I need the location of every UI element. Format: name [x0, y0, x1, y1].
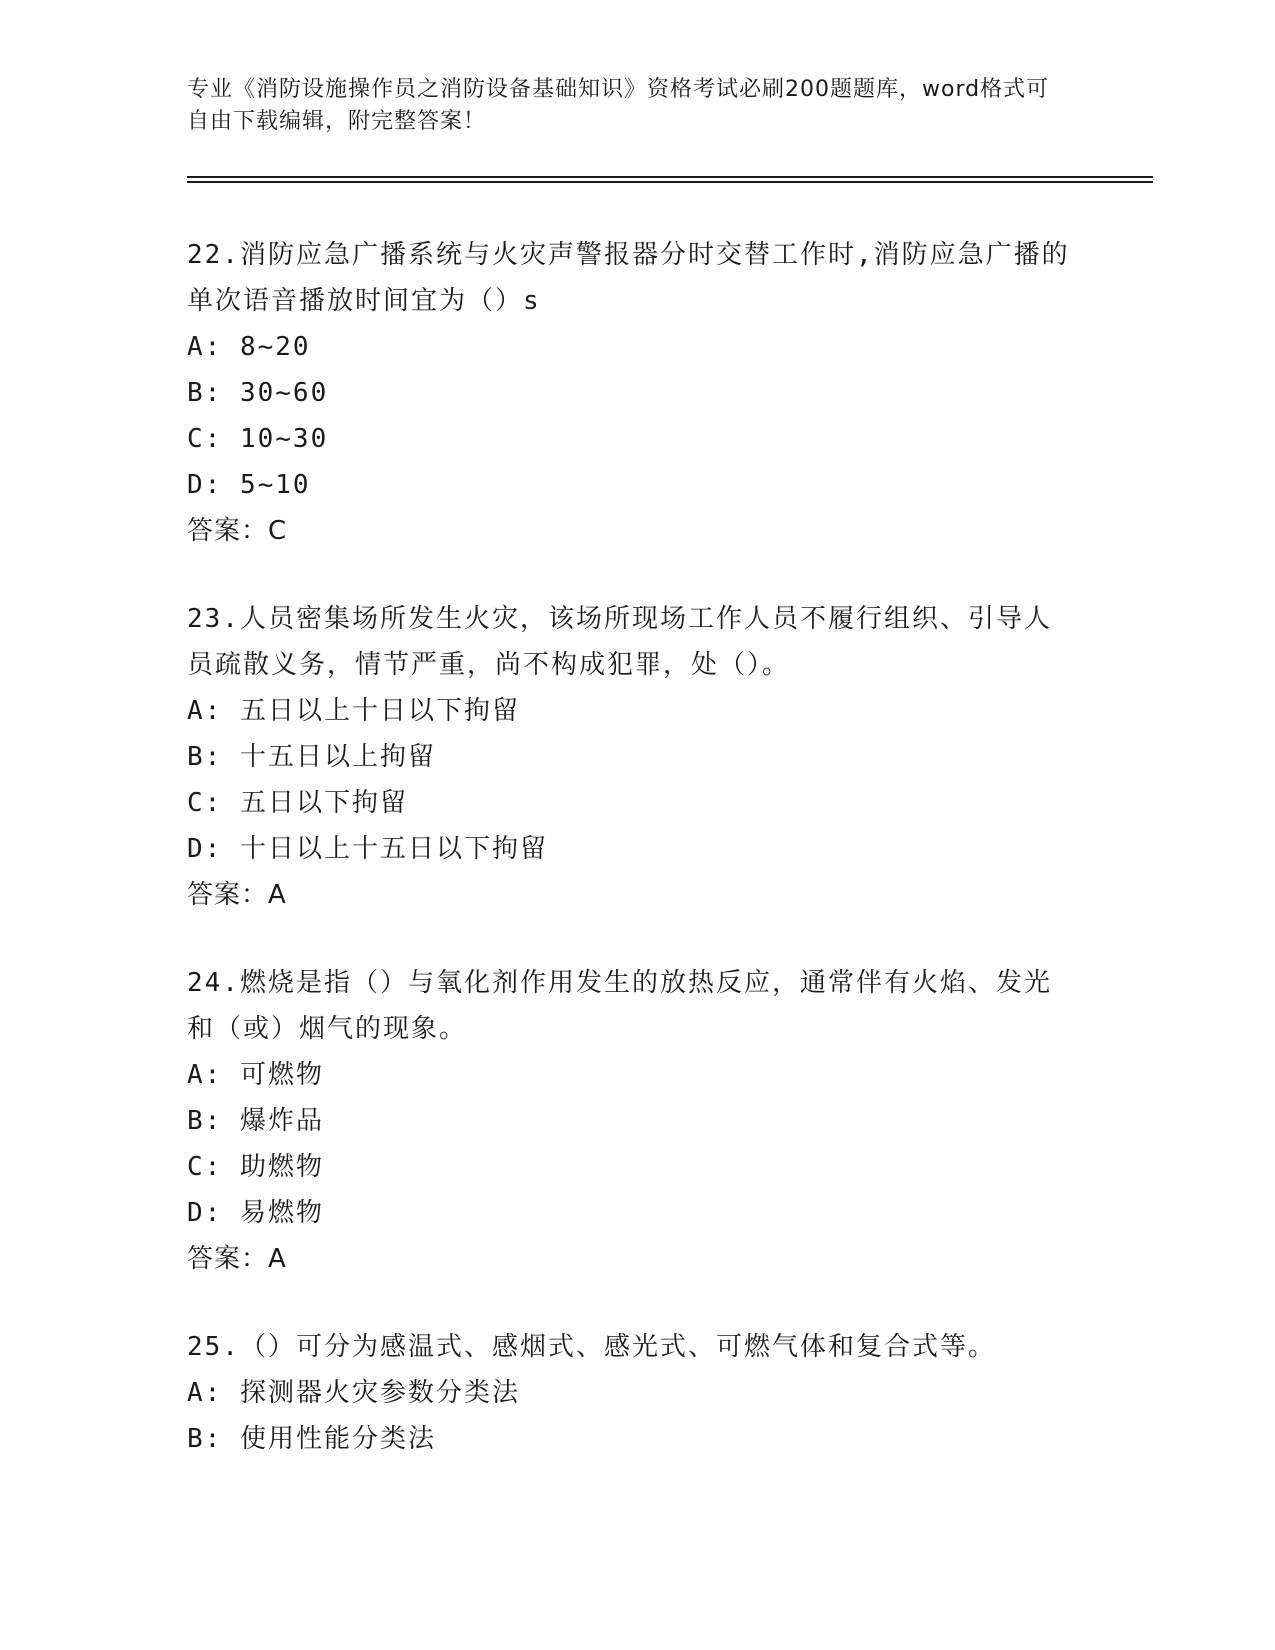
option-c: C: 10~30	[187, 424, 329, 454]
option-d: D: 5~10	[187, 470, 311, 500]
question-stem: 22.消防应急广播系统与火灾声警报器分时交替工作时,消防应急广播的单次语音播放时间宜为（）s	[187, 240, 1070, 316]
option-c: C: 助燃物	[187, 1152, 324, 1182]
question-24	[187, 960, 1077, 1282]
option-a: A: 五日以上十日以下拘留	[187, 696, 520, 726]
header-divider-top	[187, 176, 1153, 178]
question-25	[187, 1324, 1077, 1462]
option-a: A: 可燃物	[187, 1060, 324, 1090]
option-a: A: 探测器火灾参数分类法	[187, 1378, 520, 1408]
option-b: B: 十五日以上拘留	[187, 742, 436, 772]
header-divider-bottom	[187, 181, 1153, 183]
answer: 答案：A	[187, 1244, 287, 1274]
question-stem: 23.人员密集场所发生火灾，该场所现场工作人员不履行组织、引导人员疏散义务，情节严重，尚不构成犯罪，处（）。	[187, 604, 1052, 680]
option-c: C: 五日以下拘留	[187, 788, 408, 818]
question-stem: 25.（）可分为感温式、感烟式、感光式、可燃气体和复合式等。	[187, 1332, 996, 1362]
question-stem: 24.燃烧是指（）与氧化剂作用发生的放热反应，通常伴有火焰、发光和（或）烟气的现象。	[187, 968, 1052, 1044]
option-b: B: 30~60	[187, 378, 329, 408]
option-d: D: 十日以上十五日以下拘留	[187, 834, 548, 864]
answer: 答案：A	[187, 880, 287, 910]
question-23	[187, 596, 1077, 918]
option-b: B: 爆炸品	[187, 1106, 324, 1136]
option-b: B: 使用性能分类法	[187, 1424, 436, 1454]
question-22	[187, 232, 1077, 554]
answer: 答案：C	[187, 516, 288, 546]
document-header: 专业《消防设施操作员之消防设备基础知识》资格考试必刷200题题库，word格式可自由下载编辑，附完整答案！	[187, 77, 1050, 134]
option-a: A: 8~20	[187, 332, 311, 362]
option-d: D: 易燃物	[187, 1198, 324, 1228]
